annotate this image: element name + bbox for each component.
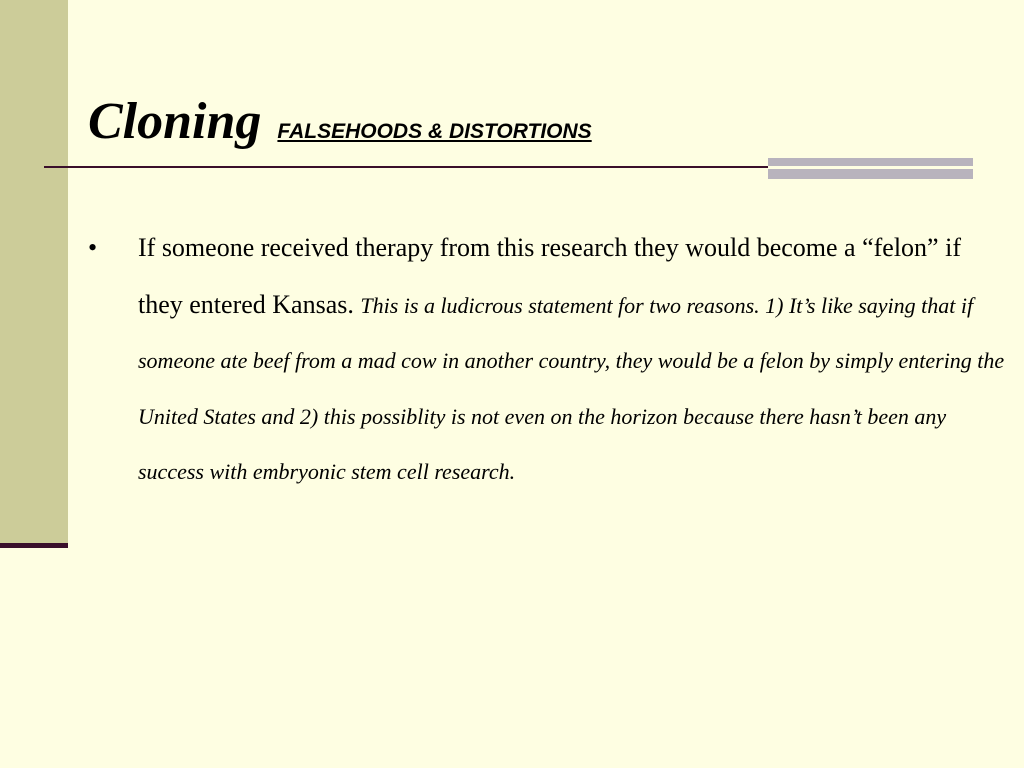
slide-content — [88, 222, 1008, 502]
left-bar-rule — [0, 543, 68, 548]
bullet-main-text: If someone received therapy from this research they would become a “felon” if they entered Kansas. — [138, 233, 961, 319]
title-main: Cloning — [88, 93, 262, 150]
bullet-marker: • — [88, 233, 98, 262]
left-decorative-bar — [0, 0, 68, 545]
bullet-emphasis-text: This is a ludicrous statement for two reasons. 1) It’s like saying that if someone ate beef from a mad cow in another country, they would be a felon by simply entering the United States and 2) this possiblity is not even on the horizon because there hasn’t been any success with embryonic stem cell research. — [138, 292, 1005, 484]
accent-bar-stripe — [768, 166, 973, 169]
title-accent-bar — [768, 158, 973, 179]
slide-title — [88, 92, 592, 151]
title-subtitle: FALSEHOODS & DISTORTIONS — [277, 120, 592, 143]
bullet-item — [88, 222, 1008, 502]
